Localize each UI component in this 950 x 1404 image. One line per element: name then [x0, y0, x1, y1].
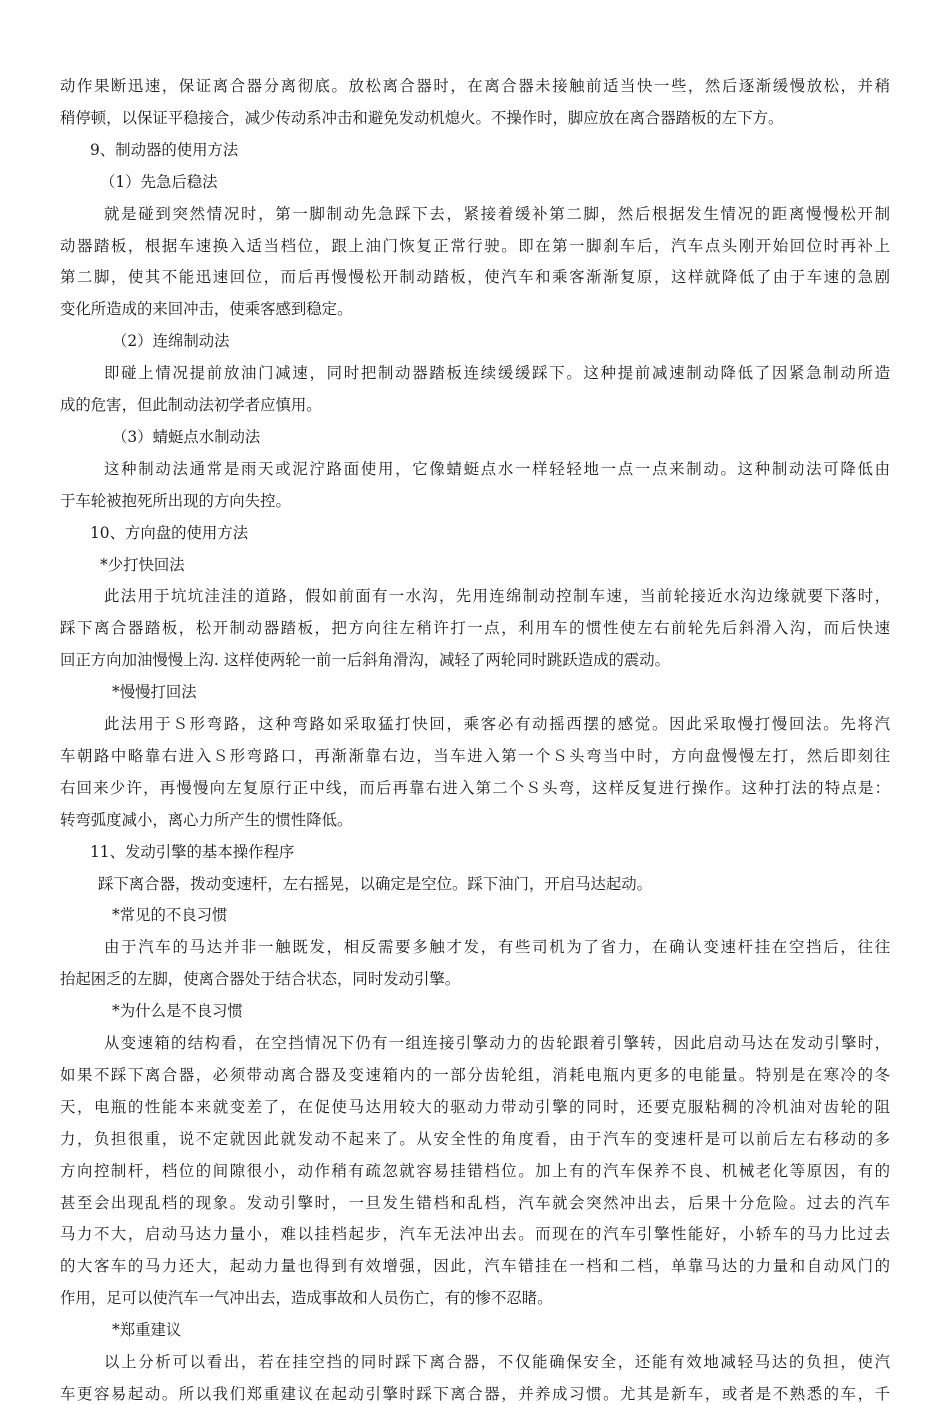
paragraph-line: 由于汽车的马达并非一触既发，相反需要多触才发，有些司机为了省力，在确认变速杆挂在空挡后，往往	[104, 938, 890, 956]
section-heading: 9、制动器的使用方法	[90, 141, 239, 159]
subsection-heading: *郑重建议	[112, 1321, 182, 1339]
subsection-heading: *慢慢打回法	[112, 683, 197, 701]
paragraph-line: 如果不踩下离合器，必须带动离合器及变速箱内的一部分齿轮组，消耗电瓶内更多的电能量。特别是在寒冷的冬	[60, 1066, 890, 1084]
paragraph-line: 从变速箱的结构看，在空挡情况下仍有一组连接引擎动力的齿轮跟着引擎转，因此启动马达在发动引擎时，	[104, 1034, 890, 1052]
paragraph-line: 回正方向加油慢慢上沟. 这样使两轮一前一后斜角滑沟，减轻了两轮同时跳跃造成的震动。	[60, 651, 671, 669]
subsection-heading: （2）连绵制动法	[112, 332, 230, 350]
subsection-heading: *常见的不良习惯	[112, 906, 228, 924]
paragraph-line: 车更容易起动。所以我们郑重建议在起动引擎时踩下离合器，并养成习惯。尤其是新车，或者是不熟悉的车，千	[60, 1385, 890, 1403]
paragraph-line: 踩下离合器踏板，松开制动器踏板，把方向往左稍许打一点，利用车的惯性使左右前轮先后斜滑入沟，而后快速	[60, 619, 890, 637]
paragraph-line: 第二脚，使其不能迅速回位，而后再慢慢松开制动踏板，使汽车和乘客渐渐复原，这样就降低了由于车速的急剧	[60, 268, 890, 286]
subsection-heading: *为什么是不良习惯	[112, 1002, 243, 1020]
subsection-heading: *少打快回法	[100, 556, 185, 574]
paragraph-line: 车朝路中略靠右进入Ｓ形弯路口，再渐渐靠右边，当车进入第一个Ｓ头弯当中时，方向盘慢慢左打，然后即刻往	[60, 747, 890, 765]
paragraph-line: 转弯弧度减小，离心力所产生的惯性降低。	[60, 811, 353, 829]
section-heading: 10、方向盘的使用方法	[90, 524, 249, 542]
paragraph-line: 的大客车的马力还大，起动力量也得到有效增强，因此，汽车错挂在一档和二档，单靠马达的力量和自动风门的	[60, 1257, 890, 1275]
paragraph-line: 以上分析可以看出，若在挂空挡的同时踩下离合器，不仅能确保安全，还能有效地减轻马达的负担，使汽	[104, 1353, 890, 1371]
paragraph-line: 即碰上情况提前放油门减速，同时把制动器踏板连续缓缓踩下。这种提前减速制动降低了因紧急制动所造	[104, 364, 890, 382]
paragraph-line: 成的危害，但此制动法初学者应慎用。	[60, 396, 322, 414]
paragraph-line: 就是碰到突然情况时，第一脚制动先急踩下去，紧接着缓补第二脚，然后根据发生情况的距离慢慢松开制	[104, 205, 890, 223]
section-heading: 11、发动引擎的基本操作程序	[90, 843, 295, 861]
paragraph-line: 此法用于坑坑洼洼的道路，假如前面有一水沟，先用连绵制动控制车速，当前轮接近水沟边缘就要下落时，	[104, 587, 890, 605]
paragraph-line: 动器踏板，根据车速换入适当档位，跟上油门恢复正常行驶。即在第一脚刹车后，汽车点头刚开始回位时再补上	[60, 237, 890, 255]
paragraph-line: 变化所造成的来回冲击，使乘客感到稳定。	[60, 300, 353, 318]
paragraph-line: 马力不大，启动马达力量小，难以挂档起步，汽车无法冲出去。而现在的汽车引擎性能好，小轿车的马力比过去	[60, 1225, 890, 1243]
paragraph-line: 方向控制杆，档位的间隙很小，动作稍有疏忽就容易挂错档位。加上有的汽车保养不良、机械老化等原因，有的	[60, 1162, 890, 1180]
paragraph-line: 稍停顿，以保证平稳接合，减少传动系冲击和避免发动机熄火。不操作时，脚应放在离合器踏板的左下方。	[60, 109, 784, 127]
paragraph-line: 甚至会出现乱档的现象。发动引擎时，一旦发生错档和乱档，汽车就会突然冲出去，后果十分危险。过去的汽车	[60, 1194, 890, 1212]
subsection-heading: （3）蜻蜓点水制动法	[112, 428, 261, 446]
paragraph-line: 这种制动法通常是雨天或泥泞路面使用，它像蜻蜓点水一样轻轻地一点一点来制动。这种制动法可降低由	[104, 460, 890, 478]
paragraph-line: 力，负担很重，说不定就因此就发动不起来了。从安全性的角度看，由于汽车的变速杆是可以前后左右移动的多	[60, 1130, 890, 1148]
paragraph-line: 动作果断迅速，保证离合器分离彻底。放松离合器时，在离合器未接触前适当快一些，然后逐渐缓慢放松，并稍	[60, 77, 890, 95]
subsection-heading: （1）先急后稳法	[100, 173, 218, 191]
paragraph-line: 天，电瓶的性能本来就变差了，在促使马达用较大的驱动力带动引擎的同时，还要克服粘稠的冷机油对齿轮的阻	[60, 1098, 890, 1116]
paragraph-line: 踩下离合器，拨动变速杆，左右摇晃，以确定是空位。踩下油门，开启马达起动。	[98, 875, 653, 893]
paragraph-line: 于车轮被抱死所出现的方向失控。	[60, 492, 291, 510]
paragraph-line: 作用，足可以使汽车一气冲出去，造成事故和人员伤亡，有的惨不忍睹。	[60, 1289, 553, 1307]
paragraph-line: 右回来少许，再慢慢向左复原行正中线，而后再靠右进入第二个Ｓ头弯，这样反复进行操作。这种打法的特点是：	[60, 779, 890, 797]
paragraph-line: 此法用于Ｓ形弯路，这种弯路如采取猛打快回，乘客必有动摇西摆的感觉。因此采取慢打慢回法。先将汽	[104, 715, 890, 733]
paragraph-line: 抬起困乏的左脚，使离合器处于结合状态，同时发动引擎。	[60, 970, 461, 988]
